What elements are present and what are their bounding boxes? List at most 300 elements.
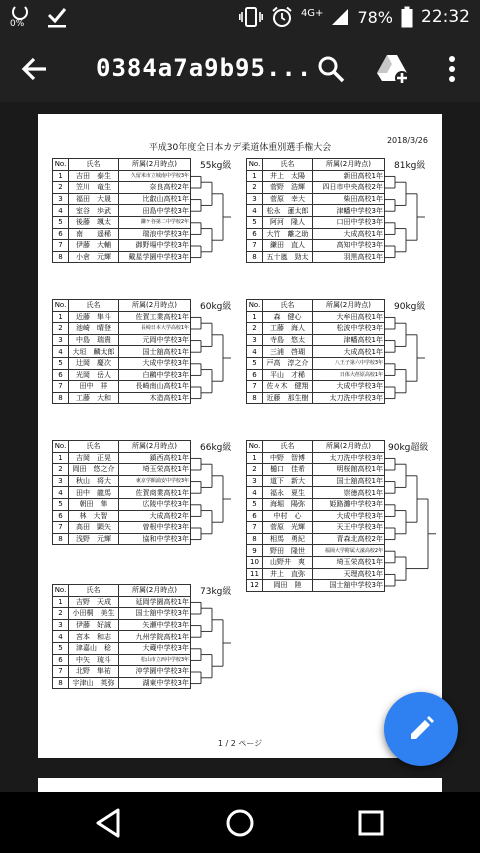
next-pdf-page	[38, 778, 442, 792]
entry-no: 6	[53, 654, 69, 666]
entry-no: 4	[53, 205, 69, 217]
header-no: No.	[53, 159, 69, 171]
back-arrow-icon[interactable]	[18, 52, 52, 86]
entry-no: 6	[53, 510, 69, 522]
entry-name: 佐々木 健翔	[263, 381, 313, 393]
bracket-table-1	[52, 158, 191, 263]
bracket-lines	[384, 114, 444, 758]
document-date: 2018/3/26	[386, 136, 428, 145]
entry-school: 天理高校1年	[313, 568, 385, 580]
entry-name: 樋口 佳希	[263, 464, 313, 476]
entry-name: 伊藤 大輔	[69, 240, 119, 252]
entry-name: 道下 新大	[263, 475, 313, 487]
header-name: 氏名	[263, 300, 313, 312]
entry-school: 瑞浪中学校3年	[119, 228, 191, 240]
entry-no: 1	[53, 596, 69, 608]
header-name: 氏名	[69, 585, 119, 597]
entry-no: 4	[247, 487, 263, 499]
entry-school: 柴田高校1年	[313, 193, 385, 205]
entry-school: 東京学館浦安中学校3年	[119, 475, 191, 487]
table-row	[53, 642, 191, 654]
entry-school: 大成中学校3年	[313, 510, 385, 522]
entry-school: 木造高校1年	[119, 392, 191, 404]
entry-no: 4	[247, 205, 263, 217]
entry-name: 平山 才稀	[263, 369, 313, 381]
entry-school: 大成高校1年	[313, 346, 385, 358]
header-no: No.	[247, 159, 263, 171]
entry-name: 工藤 海人	[263, 323, 313, 335]
bracket-table-3	[52, 299, 191, 404]
weight-class-label: 90kg超級	[388, 443, 429, 453]
entry-name: 宮本 和志	[69, 631, 119, 643]
entry-name: 五十嵐 勁太	[263, 251, 313, 263]
table-row	[247, 522, 385, 534]
entry-no: 2	[53, 464, 69, 476]
entry-no: 3	[247, 334, 263, 346]
table-row	[53, 346, 191, 358]
network-type: 4G+	[300, 7, 324, 19]
entry-school: 天王中学校3年	[313, 522, 385, 534]
pdf-page	[38, 114, 442, 758]
entry-no: 7	[53, 666, 69, 678]
entry-no: 7	[247, 522, 263, 534]
entry-school: 国士舘高校1年	[119, 346, 191, 358]
entry-name: 野田 隆世	[263, 545, 313, 557]
table-row	[247, 475, 385, 487]
entry-name: 室谷 歩武	[69, 205, 119, 217]
entry-name: 津嘉山 稔	[69, 642, 119, 654]
entry-no: 8	[53, 392, 69, 404]
bracket-table-6	[246, 440, 385, 592]
search-icon[interactable]	[316, 54, 346, 84]
entry-name: 大垣 麟太郎	[69, 346, 119, 358]
entry-no: 6	[53, 369, 69, 381]
entry-no: 5	[247, 216, 263, 228]
entry-name: 中村 心	[263, 510, 313, 522]
check-icon	[46, 4, 68, 30]
table-row	[53, 369, 191, 381]
entry-no: 8	[53, 533, 69, 545]
bracket-table-7	[52, 584, 191, 689]
table-row	[53, 334, 191, 346]
entry-school: 久留米市立城南中学校3年	[119, 170, 191, 182]
table-row	[247, 240, 385, 252]
entry-name: 秋山 将大	[69, 475, 119, 487]
battery-percent: 78%	[357, 7, 393, 27]
table-header-row	[53, 441, 191, 453]
table-row	[53, 475, 191, 487]
table-row	[247, 182, 385, 194]
entry-name: 岡田 陸	[263, 580, 313, 592]
entry-school: 津幡中学校3年	[313, 205, 385, 217]
bracket-table-4	[246, 299, 385, 404]
table-row	[53, 311, 191, 323]
entry-no: 9	[247, 545, 263, 557]
table-row	[247, 464, 385, 476]
entry-school: 広陵中学校3年	[119, 498, 191, 510]
table-row	[247, 193, 385, 205]
entry-school: 太刀洗中学校3年	[313, 452, 385, 464]
entry-school: 国士舘中学校3年	[119, 608, 191, 620]
entry-name: 田中 祥	[69, 381, 119, 393]
entry-school: 埼玉栄高校1年	[119, 464, 191, 476]
table-row	[53, 240, 191, 252]
entry-school: 大牟田高校1年	[313, 311, 385, 323]
header-no: No.	[247, 441, 263, 453]
entry-no: 1	[53, 311, 69, 323]
table-row	[247, 369, 385, 381]
entry-school: 高知中学校3年	[313, 240, 385, 252]
entry-no: 6	[247, 510, 263, 522]
entry-no: 3	[53, 619, 69, 631]
table-row	[53, 596, 191, 608]
table-row	[53, 498, 191, 510]
entry-name: 松永 蓮太郎	[263, 205, 313, 217]
navigation-bar	[0, 792, 480, 853]
header-no: No.	[53, 585, 69, 597]
header-name: 氏名	[263, 441, 313, 453]
app-bar	[0, 36, 480, 102]
entry-name: 岡田 悠之介	[69, 464, 119, 476]
entry-name: 宇津山 英弥	[69, 677, 119, 689]
entry-name: 近藤 那生樹	[263, 392, 313, 404]
header-no: No.	[53, 441, 69, 453]
entry-school: 長崎日本大学高校1年	[119, 323, 191, 335]
entry-name: 高田 顕矢	[69, 522, 119, 534]
table-row	[247, 545, 385, 557]
table-header-row	[53, 300, 191, 312]
entry-school: 津幡高校1年	[313, 334, 385, 346]
table-row	[53, 452, 191, 464]
data-saver-percent: 0%	[10, 19, 25, 29]
header-school: 所属(2月時点)	[119, 159, 191, 171]
entry-name: 井上 太陽	[263, 170, 313, 182]
entry-school: 国士舘高校1年	[313, 475, 385, 487]
header-school: 所属(2月時点)	[119, 585, 191, 597]
entry-name: 中矢 琉斗	[69, 654, 119, 666]
entry-name: 寺島 悠太	[263, 334, 313, 346]
bracket-table-2	[246, 158, 385, 263]
alarm-icon	[271, 6, 293, 28]
entry-no: 1	[53, 170, 69, 182]
entry-name: 戸高 淳之介	[263, 357, 313, 369]
entry-name: 井上 直弥	[263, 568, 313, 580]
table-row	[53, 608, 191, 620]
entry-no: 1	[247, 311, 263, 323]
entry-name: 小倉 元輝	[69, 251, 119, 263]
edit-pencil-icon	[406, 714, 436, 744]
entry-name: 三浦 啓瑚	[263, 346, 313, 358]
entry-school: 田島中学校3年	[119, 205, 191, 217]
table-row	[247, 346, 385, 358]
table-row	[247, 580, 385, 592]
entry-school: 八王子第六中学校3年	[313, 357, 385, 369]
entry-school: 御野場中学校3年	[119, 240, 191, 252]
table-row	[53, 631, 191, 643]
entry-school: 協和中学校3年	[119, 533, 191, 545]
table-row	[247, 251, 385, 263]
entry-school: 大成中学校3年	[313, 381, 385, 393]
table-row	[247, 392, 385, 404]
entry-name: 工藤 大和	[69, 392, 119, 404]
table-row	[53, 228, 191, 240]
entry-no: 7	[247, 381, 263, 393]
nav-home-icon[interactable]	[223, 806, 257, 840]
header-school: 所属(2月時点)	[313, 159, 385, 171]
entry-no: 2	[53, 323, 69, 335]
entry-no: 8	[247, 251, 263, 263]
entry-no: 5	[53, 642, 69, 654]
entry-no: 5	[53, 357, 69, 369]
entry-name: 菅野 浩輝	[263, 182, 313, 194]
entry-school: 大蔵中学校3年	[119, 642, 191, 654]
entry-school: 曽根中学校3年	[119, 522, 191, 534]
pdf-viewer[interactable]	[0, 102, 480, 792]
entry-name: 林 大智	[69, 510, 119, 522]
entry-school: 佐賀商業高校1年	[119, 487, 191, 499]
entry-school: 大成中学校3年	[119, 357, 191, 369]
status-bar	[0, 0, 480, 36]
more-vert-icon[interactable]	[440, 54, 464, 84]
entry-school: 新田高校1年	[313, 170, 385, 182]
table-row	[53, 533, 191, 545]
entry-school: 鎌ケ谷第二中学校2年	[119, 216, 191, 228]
entry-name: 笠川 竜生	[69, 182, 119, 194]
table-header-row	[247, 159, 385, 171]
clock: 22:32	[421, 7, 470, 27]
entry-no: 2	[53, 182, 69, 194]
weight-class-label: 73kg級	[200, 587, 232, 597]
entry-name: 池崎 晴登	[69, 323, 119, 335]
vibrate-icon	[239, 6, 263, 28]
entry-school: 青森北高校2年	[313, 533, 385, 545]
entry-school: 国士舘中学校3年	[313, 580, 385, 592]
entry-school: 福岡大学附属大濠高校2年	[313, 545, 385, 557]
entry-school: 日体大荏原高校1年	[313, 369, 385, 381]
entry-school: 埼玉栄高校1年	[313, 556, 385, 568]
entry-name: 菅原 幸大	[263, 193, 313, 205]
header-name: 氏名	[69, 300, 119, 312]
entry-no: 2	[247, 323, 263, 335]
entry-no: 3	[247, 193, 263, 205]
entry-school: 戴星学園中学校3年	[119, 251, 191, 263]
table-row	[53, 251, 191, 263]
entry-name: 光岡 岳人	[69, 369, 119, 381]
entry-school: 四日市中央高校2年	[313, 182, 385, 194]
nav-back-icon[interactable]	[92, 806, 126, 840]
entry-no: 8	[247, 392, 263, 404]
edit-fab-button[interactable]	[384, 692, 458, 766]
table-row	[247, 323, 385, 335]
entry-no: 2	[53, 608, 69, 620]
entry-no: 12	[247, 580, 263, 592]
entry-name: 辻岡 慶次	[69, 357, 119, 369]
entry-no: 10	[247, 556, 263, 568]
signal-icon	[331, 8, 349, 26]
header-name: 氏名	[69, 441, 119, 453]
entry-no: 8	[53, 677, 69, 689]
table-row	[247, 334, 385, 346]
entry-no: 3	[53, 193, 69, 205]
entry-no: 2	[247, 182, 263, 194]
entry-school: 矢瀬中学校3年	[119, 619, 191, 631]
entry-no: 3	[247, 475, 263, 487]
battery-icon	[401, 6, 413, 28]
entry-name: 中島 瑞貴	[69, 334, 119, 346]
entry-no: 3	[53, 475, 69, 487]
header-no: No.	[247, 300, 263, 312]
header-school: 所属(2月時点)	[313, 441, 385, 453]
entry-name: 田中 龍馬	[69, 487, 119, 499]
entry-name: 近藤 隼斗	[69, 311, 119, 323]
entry-school: 崇徳高校1年	[313, 487, 385, 499]
entry-no: 5	[53, 216, 69, 228]
weight-class-label: 90kg級	[394, 302, 426, 312]
entry-school: 比叡山高校1年	[119, 193, 191, 205]
header-name: 氏名	[69, 159, 119, 171]
entry-school: 大成高校1年	[313, 228, 385, 240]
file-title: 0384a7a9b95...	[96, 54, 313, 82]
entry-no: 1	[247, 452, 263, 464]
table-row	[247, 452, 385, 464]
entry-name: 阿河 隆人	[263, 216, 313, 228]
header-school: 所属(2月時点)	[119, 300, 191, 312]
table-row	[53, 170, 191, 182]
table-row	[53, 323, 191, 335]
table-row	[247, 510, 385, 522]
entry-school: 延岡学園高校1年	[119, 596, 191, 608]
table-row	[53, 381, 191, 393]
entry-name: 大竹 離之助	[263, 228, 313, 240]
entry-school: 太刀洗中学校3年	[313, 392, 385, 404]
entry-no: 7	[53, 381, 69, 393]
entry-school: 明桜館高校1年	[313, 464, 385, 476]
entry-name: 中野 智博	[263, 452, 313, 464]
entry-no: 2	[247, 464, 263, 476]
table-row	[247, 568, 385, 580]
table-row	[247, 556, 385, 568]
entry-name: 菅原 光輝	[263, 522, 313, 534]
entry-school: 姫路灘中学校3年	[313, 498, 385, 510]
table-row	[53, 666, 191, 678]
weight-class-label: 81kg級	[394, 161, 426, 171]
entry-name: 福永 夏生	[263, 487, 313, 499]
document-title: 平成30年度全日本カデ柔道体重別選手権大会	[148, 143, 332, 153]
entry-no: 5	[53, 498, 69, 510]
entry-no: 1	[53, 452, 69, 464]
entry-no: 4	[53, 631, 69, 643]
weight-class-label: 66kg級	[200, 443, 232, 453]
entry-no: 6	[53, 228, 69, 240]
data-saver-icon	[10, 4, 32, 30]
nav-recents-icon[interactable]	[354, 806, 388, 840]
table-row	[247, 311, 385, 323]
entry-school: 大成高校2年	[119, 510, 191, 522]
entry-school: 湖東中学校3年	[119, 677, 191, 689]
entry-name: 福田 大晟	[69, 193, 119, 205]
entry-name: 吉岡 正晃	[69, 452, 119, 464]
table-row	[53, 487, 191, 499]
bracket-table-5	[52, 440, 191, 545]
table-row	[247, 216, 385, 228]
entry-no: 6	[247, 228, 263, 240]
entry-school: 口田中学校3年	[313, 216, 385, 228]
table-row	[53, 182, 191, 194]
entry-no: 7	[53, 240, 69, 252]
entry-name: 小田桐 美生	[69, 608, 119, 620]
table-row	[247, 357, 385, 369]
entry-name: 海堀 陽弥	[263, 498, 313, 510]
entry-name: 吉野 天成	[69, 596, 119, 608]
header-name: 氏名	[263, 159, 313, 171]
table-row	[53, 619, 191, 631]
entry-school: 沖学園中学校3年	[119, 666, 191, 678]
table-row	[247, 205, 385, 217]
entry-name: 森 健心	[263, 311, 313, 323]
entry-school: 元岡中学校3年	[119, 334, 191, 346]
entry-school: 奈良高校2年	[119, 182, 191, 194]
entry-no: 4	[247, 346, 263, 358]
entry-no: 4	[53, 487, 69, 499]
entry-no: 5	[247, 357, 263, 369]
entry-school: 松波中学校3年	[313, 323, 385, 335]
entry-school: 鎮西高校1年	[119, 452, 191, 464]
header-school: 所属(2月時点)	[119, 441, 191, 453]
entry-name: 鎌田 直人	[263, 240, 313, 252]
entry-no: 8	[247, 533, 263, 545]
entry-name: 北野 隼祐	[69, 666, 119, 678]
entry-name: 朝田 隼	[69, 498, 119, 510]
bracket-lines	[190, 114, 250, 758]
entry-school: 羽黒高校1年	[313, 251, 385, 263]
table-row	[53, 510, 191, 522]
table-row	[53, 357, 191, 369]
header-school: 所属(2月時点)	[313, 300, 385, 312]
add-to-drive-icon[interactable]	[376, 52, 410, 86]
entry-name: 浅野 元輝	[69, 533, 119, 545]
table-row	[53, 654, 191, 666]
entry-name: 後藤 颯太	[69, 216, 119, 228]
entry-school: 松山市立西中学校3年	[119, 654, 191, 666]
entry-name: 南 遥稀	[69, 228, 119, 240]
entry-no: 5	[247, 498, 263, 510]
table-header-row	[53, 159, 191, 171]
entry-no: 7	[247, 240, 263, 252]
table-row	[53, 193, 191, 205]
entry-school: 長崎南山高校1年	[119, 381, 191, 393]
page-indicator: 1 / 2 ページ	[217, 739, 263, 748]
table-row	[247, 533, 385, 545]
entry-name: 山野井 爽	[263, 556, 313, 568]
table-header-row	[247, 300, 385, 312]
table-row	[247, 381, 385, 393]
table-row	[53, 216, 191, 228]
entry-no: 4	[53, 346, 69, 358]
table-row	[53, 392, 191, 404]
table-row	[53, 464, 191, 476]
weight-class-label: 55kg級	[200, 161, 232, 171]
entry-name: 伊藤 好誠	[69, 619, 119, 631]
entry-school: 九州学院高校1年	[119, 631, 191, 643]
table-header-row	[53, 585, 191, 597]
table-row	[53, 205, 191, 217]
table-row	[247, 498, 385, 510]
entry-no: 11	[247, 568, 263, 580]
entry-school: 白鷗中学校3年	[119, 369, 191, 381]
table-header-row	[247, 441, 385, 453]
entry-name: 吉田 泰生	[69, 170, 119, 182]
entry-no: 7	[53, 522, 69, 534]
